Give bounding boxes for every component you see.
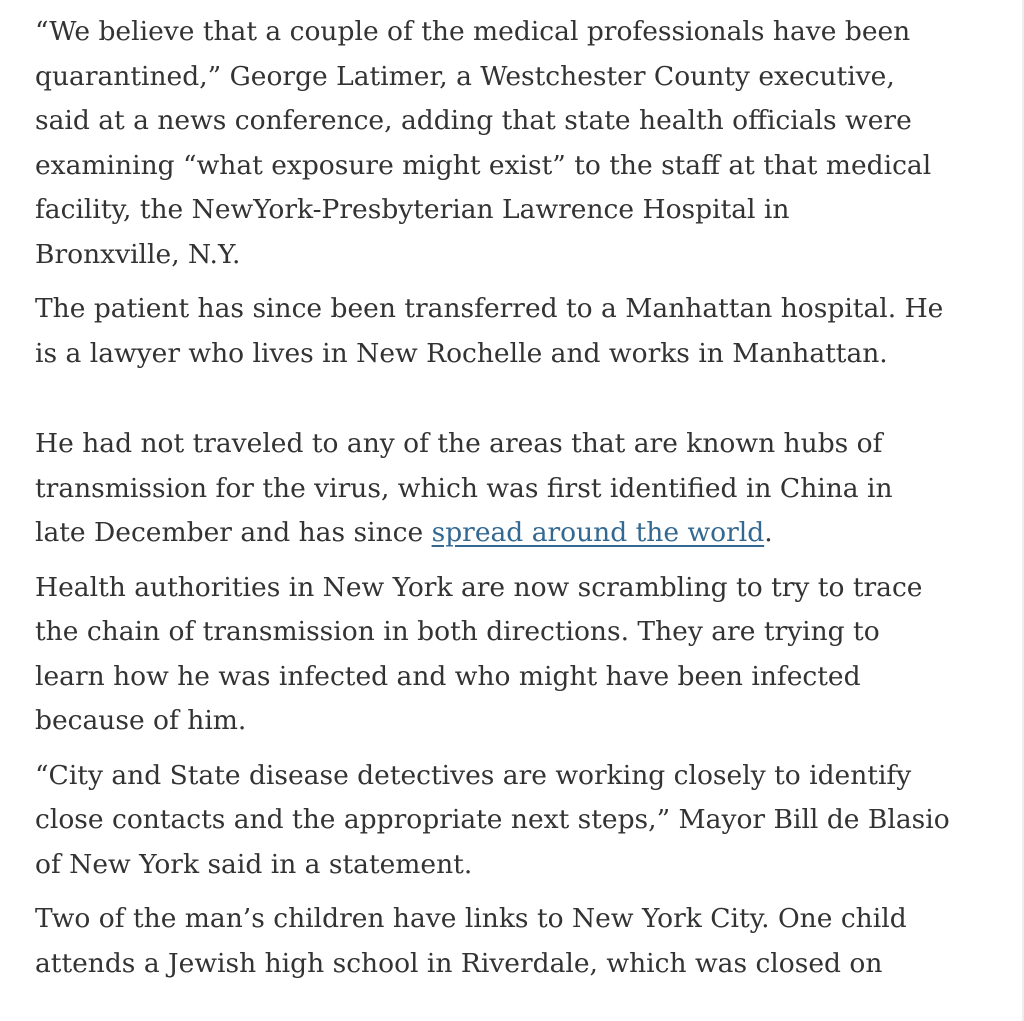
article-body bbox=[35, 10, 950, 986]
paragraph-travel-history bbox=[35, 422, 935, 556]
text-fragment: . bbox=[764, 517, 773, 548]
text-line: facility, the NewYork-Presbyterian Lawrence Hospital in bbox=[35, 194, 790, 225]
text-line: is a lawyer who lives in New Rochelle and works in Manhattan. bbox=[35, 337, 888, 369]
text-line: “City and State disease detectives are working closely to identify bbox=[35, 759, 912, 791]
text-line: of New York said in a statement. bbox=[35, 848, 473, 880]
text-line: transmission for the virus, which was first identified in China in bbox=[35, 472, 893, 504]
text-line: close contacts and the appropriate next steps,” Mayor Bill de Blasio bbox=[35, 804, 950, 835]
text-line: attends a Jewish high school in Riverdale, which was closed on bbox=[35, 947, 883, 979]
text-line: “We believe that a couple of the medical professionals have been bbox=[35, 16, 911, 47]
paragraph-patient-transfer bbox=[35, 287, 944, 376]
paragraph-transmission-trace bbox=[35, 566, 935, 744]
paragraph-children-links bbox=[35, 897, 935, 986]
text-line: Health authorities in New York are now scrambling to try to trace bbox=[35, 571, 923, 603]
text-line: quarantined,” George Latimer, a Westchester County executive, bbox=[35, 60, 895, 92]
text-line: learn how he was infected and who might have been infected bbox=[35, 660, 861, 692]
text-line: said at a news conference, adding that state health officials were bbox=[35, 105, 912, 136]
text-line: examining “what exposure might exist” to the staff at that medical bbox=[35, 149, 932, 181]
text-fragment: late December and has since bbox=[35, 517, 432, 548]
paragraph-latimer-quote bbox=[35, 10, 935, 277]
spread-around-the-world-link[interactable]: spread around the world bbox=[431, 517, 765, 548]
text-line: Two of the man’s children have links to New York City. One child bbox=[35, 903, 907, 934]
text-line: He had not traveled to any of the areas that are known hubs of bbox=[35, 428, 883, 459]
text-line-with-link bbox=[35, 511, 935, 556]
paragraph-mayor-statement bbox=[35, 754, 950, 888]
text-line: The patient has since been transferred to a Manhattan hospital. He bbox=[35, 293, 944, 324]
text-line: because of him. bbox=[35, 705, 247, 736]
text-line: the chain of transmission in both directions. They are trying to bbox=[35, 616, 880, 647]
text-line: Bronxville, N.Y. bbox=[35, 238, 241, 270]
